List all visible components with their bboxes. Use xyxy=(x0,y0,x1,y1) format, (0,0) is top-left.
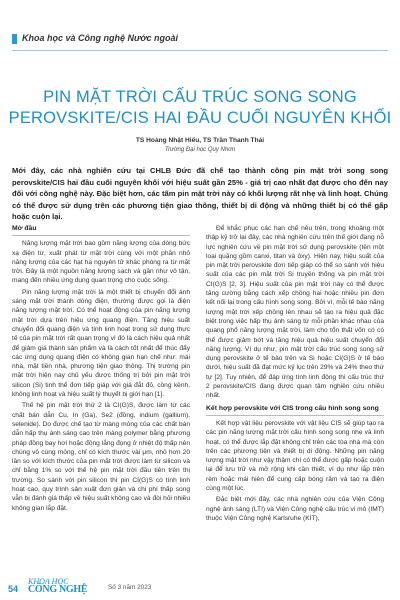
page-number: 54 xyxy=(8,584,19,594)
page-footer xyxy=(0,576,400,600)
left-column xyxy=(12,224,190,515)
section-heading-perovskite-cis: Kết hợp perovskite với CIS trong cấu hình song song xyxy=(206,404,384,416)
logo-line2: CÔNG NGHỆ xyxy=(28,584,88,595)
logo-line1: KHOA HỌC xyxy=(28,577,69,586)
paragraph: Thế hệ pin mặt trời thứ 2 là CI(G)S, được làm từ các chất bán dẫn Cu, In (Ga), Se2 (đồng, indium (gallium), selenide). Do được chế tạo từ màng mỏng của các chất bán dẫn hấp thụ ánh sáng cao trên màng polymer bằng phương pháp đồng bay hơi hoặc đồng lắng đọng ở nhiệt độ thấp nên chúng vô cùng mỏng, chỉ có kích thước vài μm, nhỏ hơn 20 lần so với kích thước của pin mặt trời được làm từ silicon và chỉ bằng 1% so với thế hệ pin mặt trời đầu tiên trên thị trường. So sánh với pin silicon thì pin CI(G)S có tính linh hoạt cao, quy trình sản xuất đơn giản và chi phí thấp song vẫn bị đánh giá thấp về hiệu suất không cao và đòi hỏi nhiều không gian lắp đặt. xyxy=(12,402,190,512)
section-tag-bar xyxy=(12,34,17,44)
article-authors: TS Hoàng Nhật Hiếu, TS Trần Thanh Thái xyxy=(135,137,265,144)
section-tag: Khoa học và Công nghệ Nước ngoài xyxy=(22,33,178,43)
article-abstract: Mới đây, các nhà nghiên cứu tại CHLB Đức đã chế tạo thành công pin mặt trời song song perovskite/CIS hai đầu cuối nguyên khối với hiệu suất gần 25% - giá trị cao nhất đạt được cho đến nay đối với công nghệ này. Đặc biệt hơn, các tấm pin mặt trời này có khối lượng rất nhẹ và linh hoạt. Chúng có thể được sử dụng trên các phương tiện giao thông, thiết bị di động và những thiết bị có thể gấp hoặc cuộn lại. xyxy=(12,166,388,222)
magazine-logo xyxy=(28,578,90,598)
section-heading-intro: Mở đầu xyxy=(12,224,190,236)
paragraph: Kết hợp vật liệu perovskite với vật liệu CIS sẽ giúp tạo ra các pin năng lượng mặt trời cấu hình song song nhẹ và linh hoạt, có thể được lắp đặt không chỉ trên các tòa nhà mà còn trên các phương tiện và thiết bị di động. Những pin năng lượng mặt trời như vậy thậm chí có thể được gấp hoặc cuộn lại để lưu trữ và mở rộng khi cần thiết, ví dụ như lắp trên rèm hoặc mái hiên để cung cấp bóng râm và tạo ra điện cùng một lúc. xyxy=(206,419,384,493)
paragraph: Pin năng lượng mặt trời là một thiết bị chuyển đổi ánh sáng mặt trời thành dòng điện, thường được gọi là điện năng lượng mặt trời. Có thể hoạt động của pin năng lượng mặt trời dựa trên hiệu ứng quang điện. Tăng hiệu suất chuyển đổi quang điện và tính linh hoạt trong sử dụng thực tế của pin mặt trời rất quan trọng vì đó là cách hiệu quả nhất để giảm giá thành sản phẩm và là cách tốt nhất để thúc đẩy các ứng dụng quang điện có không gian hạn chế như: mái nhà, mặt tiền nhà, phương tiện giao thông. Thị trường pin mặt trời hiện nay chủ yếu được thống trị bởi pin mặt trời silicon (Si) tinh thể đơn tiếp giáp với giá đắt đỏ, cồng kềnh, không linh hoạt và hiệu suất lý thuyết bị giới hạn [1]. xyxy=(12,288,190,399)
paragraph: Đặc biệt mới đây, các nhà nghiên cứu của Viện Công nghệ ánh sáng (LTI) và Viện Công nghệ cấu trúc vi mô (IMT) thuộc Viện Công nghệ Karlsruhe (KIT), xyxy=(206,496,384,522)
article-affiliation: Trường Đại học Quy Nhơn xyxy=(164,147,236,153)
issue-label: Số 3 năm 2023 xyxy=(108,584,152,591)
article-title-line2: PEROVSKITE/CIS HAI ĐẦU CUỐI NGUYÊN KHỐI xyxy=(8,109,392,127)
right-column xyxy=(206,224,384,525)
header-divider xyxy=(12,50,388,51)
paragraph: Năng lượng mặt trời bao gồm năng lượng của dòng bức xạ điện từ, xuất phát từ mặt trời cùng với một phần nhỏ năng lượng của các hạt hạ nguyên tử khác phóng ra từ mặt trời. Đây là một nguồn năng lượng sạch và gần như vô tận, mang đến nhiều ứng dụng quan trọng cho cuộc sống. xyxy=(12,240,190,285)
article-title-line1: PIN MẶT TRỜI CẤU TRÚC SONG SONG xyxy=(43,88,357,106)
paragraph: Để khắc phục các hạn chế nêu trên, trong khoảng một thập kỷ trở lại đây, các nhà nghiên cứu trên thế giới đang nỗ lực nghiên cứu về pin mặt trời sử dụng perovskite (tên một loại quặng gồm canxi, titan và ôxy). Hiện nay, hiệu suất của pin mặt trời perovskite đơn tiếp giáp có thể so sánh với hiệu suất của các pin mặt trời Si truyền thống và pin mặt trời CI(G)S [2, 3]. Hiệu suất của pin mặt trời này có thể được tăng cường bằng cách xếp chồng hai hoặc nhiều pin đơn kết nối lại trong cấu hình song song. Bởi vì, mỗi tế bào năng lượng mặt trời xếp chồng lên nhau sẽ tạo ra hiệu quả đặc biệt trong việc hấp thụ ánh sáng từ mỗi phần khác nhau của quang phổ năng lượng mặt trời, làm cho tổn thất vốn có có thể được giảm bớt và tăng hiệu quả hiệu suất chuyển đổi năng lượng. Ví dụ như, pin mặt trời cấu trúc song song sử dụng perovskite ở tế bào trên và Si hoặc CI(G)S ở tế bào dưới, hiệu suất đã đạt mức kỷ lục trên 29% và 24% theo thứ tự [2]. Tuy nhiên, để đáp ứng tính linh động thì cấu trúc thứ 2 perovskite/CIS đang được quan tâm nghiên cứu nhiều nhất. xyxy=(206,225,384,400)
